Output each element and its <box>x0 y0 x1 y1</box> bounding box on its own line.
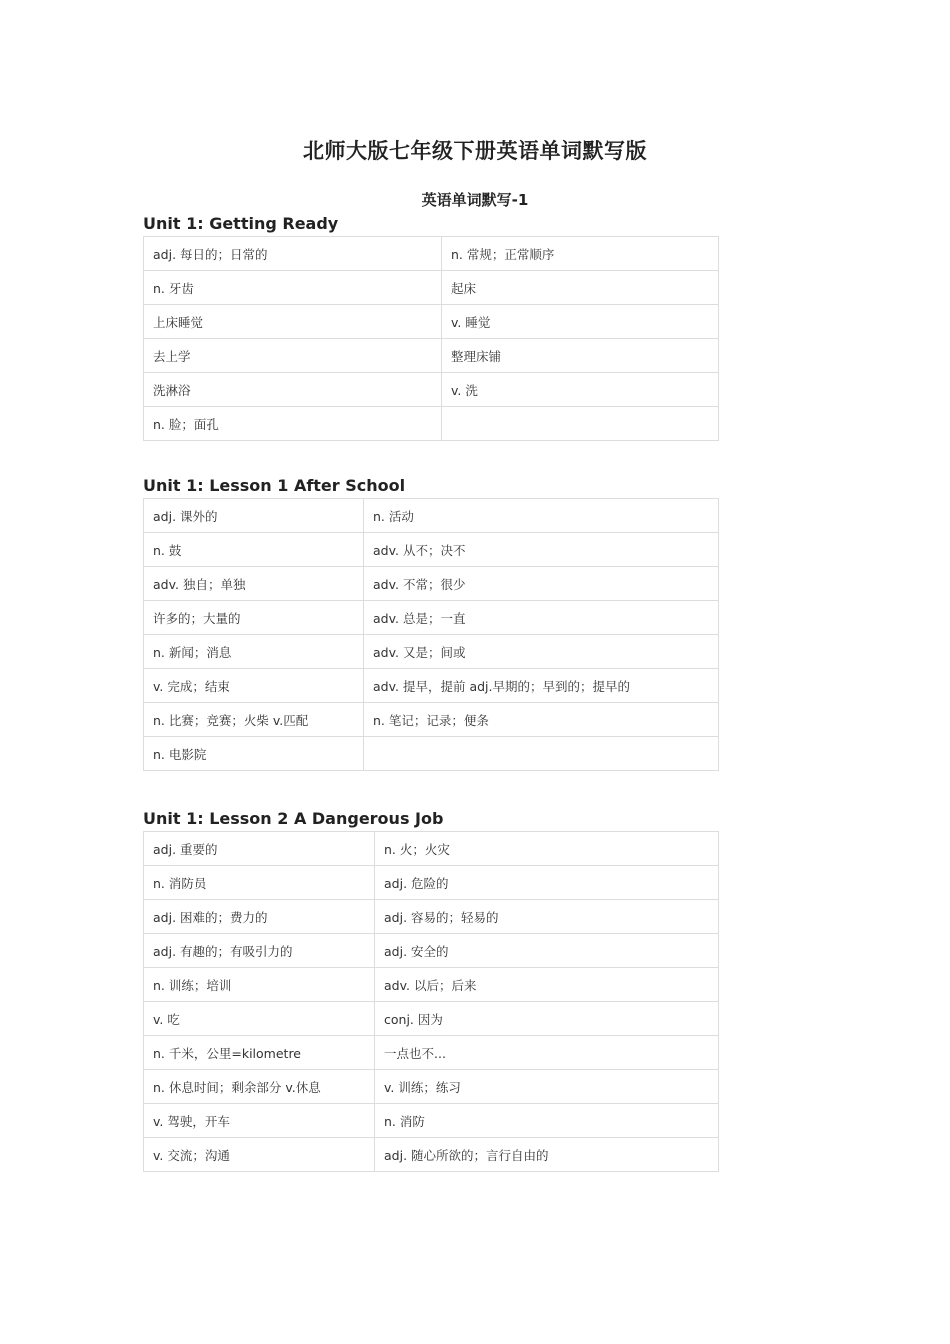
vocab-cell: 一点也不... <box>375 1036 719 1070</box>
table-row <box>144 1104 719 1138</box>
table-row <box>144 1036 719 1070</box>
table-row <box>144 533 719 567</box>
table-row <box>144 305 719 339</box>
vocab-cell: adj. 有趣的；有吸引力的 <box>144 934 375 968</box>
vocab-cell <box>442 407 719 441</box>
vocab-cell: n. 笔记；记录；便条 <box>364 703 719 737</box>
table-row <box>144 968 719 1002</box>
table-row <box>144 407 719 441</box>
vocab-cell: n. 鼓 <box>144 533 364 567</box>
vocab-cell: adj. 容易的；轻易的 <box>375 900 719 934</box>
section-lesson-2 <box>143 807 718 1172</box>
table-row <box>144 1002 719 1036</box>
vocab-cell: n. 休息时间；剩余部分 v.休息 <box>144 1070 375 1104</box>
vocab-cell: adj. 重要的 <box>144 832 375 866</box>
table-row <box>144 601 719 635</box>
vocab-table <box>143 498 719 771</box>
vocab-cell: 去上学 <box>144 339 442 373</box>
vocab-cell: v. 驾驶，开车 <box>144 1104 375 1138</box>
vocab-cell: n. 活动 <box>364 499 719 533</box>
vocab-cell: v. 睡觉 <box>442 305 719 339</box>
table-row <box>144 635 719 669</box>
vocab-cell: adv. 从不；决不 <box>364 533 719 567</box>
vocab-cell: n. 火；火灾 <box>375 832 719 866</box>
vocab-cell: v. 洗 <box>442 373 719 407</box>
vocab-cell: adv. 独自；单独 <box>144 567 364 601</box>
vocab-cell: conj. 因为 <box>375 1002 719 1036</box>
vocab-table-body <box>144 237 719 441</box>
vocab-cell: n. 消防员 <box>144 866 375 900</box>
table-row <box>144 499 719 533</box>
vocab-cell: v. 吃 <box>144 1002 375 1036</box>
vocab-cell: adj. 困难的；费力的 <box>144 900 375 934</box>
vocab-cell: 起床 <box>442 271 719 305</box>
table-row <box>144 832 719 866</box>
vocab-cell: adv. 又是；间或 <box>364 635 719 669</box>
table-row <box>144 866 719 900</box>
vocab-cell: n. 千米，公里=kilometre <box>144 1036 375 1070</box>
vocab-cell: 洗淋浴 <box>144 373 442 407</box>
vocab-cell: n. 脸；面孔 <box>144 407 442 441</box>
vocab-table-body <box>144 499 719 771</box>
vocab-cell: v. 训练；练习 <box>375 1070 719 1104</box>
table-row <box>144 703 719 737</box>
vocab-cell: n. 牙齿 <box>144 271 442 305</box>
section-getting-ready <box>143 212 718 441</box>
vocab-cell: 整理床铺 <box>442 339 719 373</box>
vocab-cell: adj. 随心所欲的；言行自由的 <box>375 1138 719 1172</box>
vocab-table <box>143 236 719 441</box>
table-row <box>144 737 719 771</box>
vocab-cell: v. 完成；结束 <box>144 669 364 703</box>
vocab-cell: adj. 危险的 <box>375 866 719 900</box>
table-row <box>144 900 719 934</box>
table-row <box>144 934 719 968</box>
page-title: 北师大版七年级下册英语单词默写版 <box>303 139 647 163</box>
vocab-cell: n. 常规；正常顺序 <box>442 237 719 271</box>
vocab-cell: adv. 不常；很少 <box>364 567 719 601</box>
vocab-cell: 上床睡觉 <box>144 305 442 339</box>
vocab-cell: adv. 提早，提前 adj.早期的；早到的；提早的 <box>364 669 719 703</box>
table-row <box>144 271 719 305</box>
vocab-cell: n. 消防 <box>375 1104 719 1138</box>
table-row <box>144 1138 719 1172</box>
vocab-cell: v. 交流；沟通 <box>144 1138 375 1172</box>
vocab-table <box>143 831 719 1172</box>
table-row <box>144 237 719 271</box>
vocab-cell: adj. 每日的；日常的 <box>144 237 442 271</box>
vocab-cell: adv. 总是；一直 <box>364 601 719 635</box>
section-heading: Unit 1: Lesson 2 A Dangerous Job <box>143 809 444 828</box>
vocab-table-body <box>144 832 719 1172</box>
vocab-cell: n. 新闻；消息 <box>144 635 364 669</box>
page-subtitle: 英语单词默写-1 <box>421 191 529 209</box>
table-row <box>144 1070 719 1104</box>
vocab-cell <box>364 737 719 771</box>
vocab-cell: adv. 以后；后来 <box>375 968 719 1002</box>
table-row <box>144 339 719 373</box>
section-heading: Unit 1: Lesson 1 After School <box>143 476 406 495</box>
vocab-cell: adj. 课外的 <box>144 499 364 533</box>
vocab-cell: n. 比赛；竞赛；火柴 v.匹配 <box>144 703 364 737</box>
vocab-cell: n. 电影院 <box>144 737 364 771</box>
vocab-cell: 许多的；大量的 <box>144 601 364 635</box>
section-lesson-1 <box>143 474 718 771</box>
table-row <box>144 567 719 601</box>
table-row <box>144 373 719 407</box>
vocab-cell: adj. 安全的 <box>375 934 719 968</box>
vocab-cell: n. 训练；培训 <box>144 968 375 1002</box>
table-row <box>144 669 719 703</box>
section-heading: Unit 1: Getting Ready <box>143 214 339 233</box>
